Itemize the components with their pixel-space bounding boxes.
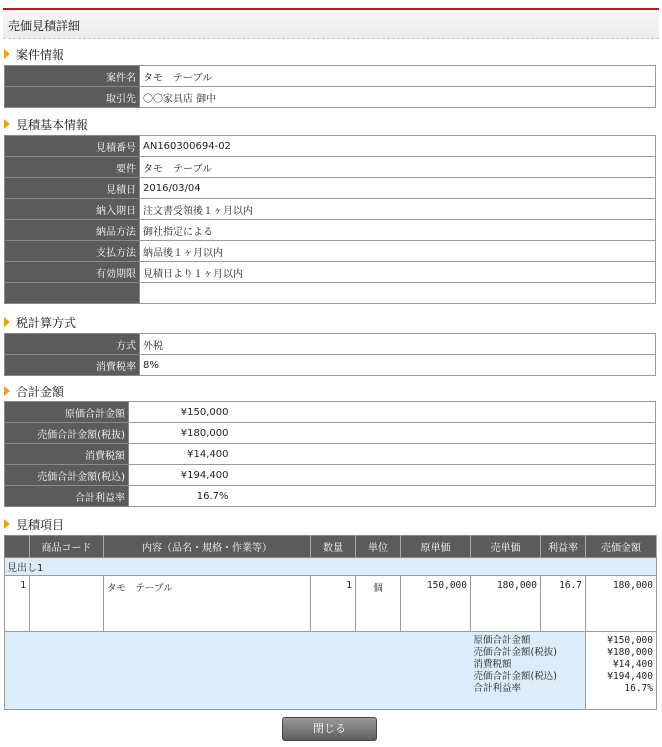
item-cost: 150,000: [401, 576, 471, 632]
midashi-row: [5, 558, 657, 576]
col-header-qty: 数量: [311, 536, 356, 558]
summary-value: 16.7%: [624, 683, 653, 694]
field-value: 御社指定による: [140, 220, 656, 241]
section-marker-icon: [4, 119, 10, 129]
item-unit: 個: [356, 576, 401, 632]
field-value: 外税: [140, 334, 656, 355]
total-label: 売価合計金額(税抜): [5, 423, 129, 444]
section-title: 見積基本情報: [16, 118, 89, 132]
summary-value: ¥180,000: [607, 647, 653, 658]
item-content: タモ テーブル: [104, 576, 311, 632]
total-label: 原価合計金額: [5, 402, 129, 423]
field-value: 8%: [140, 355, 656, 376]
summary-row: [5, 632, 657, 710]
table-row: [5, 220, 656, 241]
table-row: [5, 262, 656, 283]
item-amount: 180,000: [586, 576, 657, 632]
item-rate: 16.7: [541, 576, 586, 632]
page-title: 売価見積詳細: [8, 19, 81, 33]
table-row: [5, 136, 656, 157]
gokei-table: [4, 401, 656, 507]
item-qty: 1: [311, 576, 356, 632]
total-label: 売価合計金額(税込): [5, 465, 129, 486]
anken-table: [4, 65, 656, 108]
field-value: 見積日より１ヶ月以内: [140, 262, 656, 283]
section-marker-icon: [4, 519, 10, 529]
field-value: 納品後１ヶ月以内: [140, 241, 656, 262]
section-title: 税計算方式: [16, 316, 77, 330]
table-row: [5, 486, 656, 507]
table-row: [5, 576, 657, 632]
section-heading-koumoku: [4, 518, 64, 532]
summary-values: [586, 632, 657, 710]
field-value: 〇〇家具店 御中: [140, 87, 656, 108]
total-value: 16.7%: [129, 486, 232, 507]
table-row: [5, 355, 656, 376]
table-row: [5, 241, 656, 262]
item-code: [30, 576, 104, 632]
field-label: 納入期日: [5, 199, 140, 220]
col-header-cost: 原単価: [401, 536, 471, 558]
field-label: 案件名: [5, 66, 140, 87]
summary-value: ¥150,000: [607, 635, 653, 646]
total-value: ¥150,000: [129, 402, 232, 423]
field-value: AN160300694-02: [140, 136, 656, 157]
summary-label: 消費税額: [473, 659, 512, 670]
section-title: 見積項目: [16, 518, 65, 532]
col-header-price: 売単価: [471, 536, 541, 558]
summary-value: ¥14,400: [612, 659, 653, 670]
section-heading-anken: [4, 48, 64, 62]
col-header-amount: 売価金額: [586, 536, 657, 558]
total-value: ¥14,400: [129, 444, 232, 465]
table-row: [5, 402, 656, 423]
items-table: [4, 535, 657, 710]
table-row: [5, 66, 656, 87]
section-heading-gokei: [4, 385, 64, 399]
item-price: 180,000: [471, 576, 541, 632]
summary-label: 合計利益率: [473, 683, 522, 694]
field-label: 見積番号: [5, 136, 140, 157]
field-label: 要件: [5, 157, 140, 178]
table-row: [5, 444, 656, 465]
table-row: [5, 199, 656, 220]
section-title: 合計金額: [16, 385, 65, 399]
field-label: 有効期限: [5, 262, 140, 283]
field-label: 支払方法: [5, 241, 140, 262]
field-label: 見積日: [5, 178, 140, 199]
midashi-label: 見出し1: [5, 558, 657, 576]
section-marker-icon: [4, 386, 10, 396]
field-label: [5, 283, 140, 304]
table-row: [5, 334, 656, 355]
table-row: [5, 465, 656, 486]
section-title: 案件情報: [16, 48, 65, 62]
zei-table: [4, 333, 656, 376]
table-row: [5, 87, 656, 108]
close-button[interactable]: 閉じる: [282, 717, 377, 741]
table-row: [5, 283, 656, 304]
col-header-unit: 単位: [356, 536, 401, 558]
section-heading-kihon: [4, 118, 88, 132]
page-header: [3, 8, 659, 39]
field-label: 方式: [5, 334, 140, 355]
field-value: 2016/03/04: [140, 178, 656, 199]
total-value: ¥180,000: [129, 423, 232, 444]
total-label: 合計利益率: [5, 486, 129, 507]
summary-value: ¥194,400: [607, 671, 653, 682]
col-header-rate: 利益率: [541, 536, 586, 558]
field-label: 取引先: [5, 87, 140, 108]
col-header-code: 商品コード: [30, 536, 104, 558]
item-no: 1: [5, 576, 30, 632]
col-header-content: 内容（品名・規格・作業等）: [104, 536, 311, 558]
section-heading-zei: [4, 316, 76, 330]
summary-labels: [471, 632, 586, 710]
total-label: 消費税額: [5, 444, 129, 465]
summary-label: 原価合計金額: [473, 635, 531, 646]
table-row: [5, 157, 656, 178]
field-label: 消費税率: [5, 355, 140, 376]
table-header-row: [5, 536, 657, 558]
field-value: タモ テーブル: [140, 66, 656, 87]
field-value: [140, 283, 656, 304]
col-header-no: [5, 536, 30, 558]
section-marker-icon: [4, 317, 10, 327]
total-value: ¥194,400: [129, 465, 232, 486]
kihon-table: [4, 135, 656, 304]
table-row: [5, 423, 656, 444]
summary-label: 売価合計金額(税込): [473, 671, 557, 682]
section-marker-icon: [4, 49, 10, 59]
field-value: 注文書受領後１ヶ月以内: [140, 199, 656, 220]
field-label: 納品方法: [5, 220, 140, 241]
table-row: [5, 178, 656, 199]
summary-label: 売価合計金額(税抜): [473, 647, 557, 658]
field-value: タモ テーブル: [140, 157, 656, 178]
